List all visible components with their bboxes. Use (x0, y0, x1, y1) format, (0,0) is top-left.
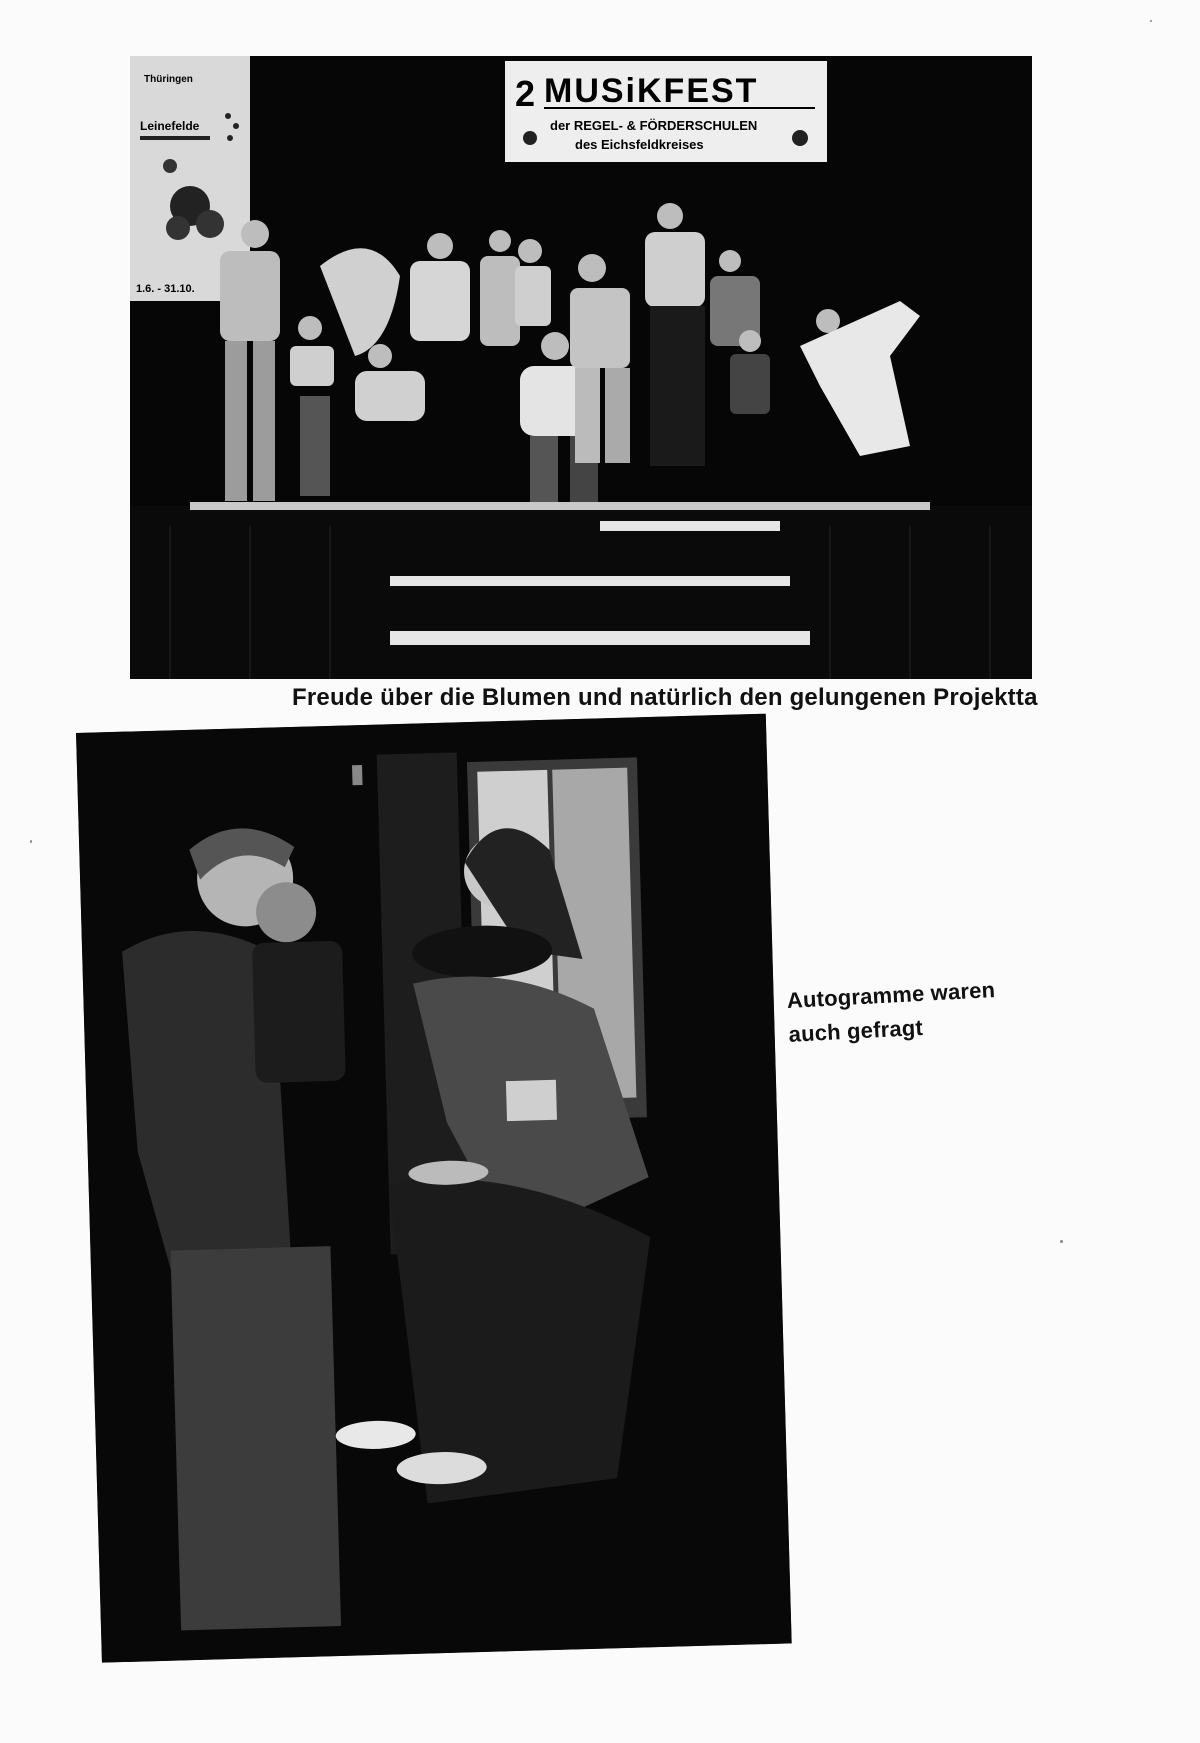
scan-speck (1150, 20, 1152, 22)
autograph-photo (76, 714, 792, 1663)
stage-steps (130, 502, 1032, 679)
stage-group-photo (130, 56, 1032, 679)
poster-region-text: Thüringen (144, 74, 193, 85)
banner-line2: der REGEL- & FÖRDERSCHULEN (550, 118, 758, 133)
banner-number: 2 (515, 73, 536, 114)
stage-scene (130, 56, 1032, 679)
banner-line3: des Eichsfeldkreises (575, 137, 704, 152)
autograph-scene (76, 714, 792, 1663)
side-caption-line1: Autogramme waren (786, 977, 996, 1013)
side-caption-line2: auch gefragt (787, 1014, 924, 1047)
poster-dates-text: 1.6. - 31.10. (136, 283, 195, 295)
top-photo-caption: Freude über die Blumen und natürlich den gelungenen Projektta (292, 684, 1038, 711)
poster-town-text: Leinefelde (140, 119, 200, 133)
scan-speck (30, 840, 32, 843)
side-caption (786, 973, 998, 1052)
scan-speck (1060, 1240, 1063, 1243)
banner-title: MUSiKFEST (544, 72, 759, 110)
musikfest-banner (505, 61, 827, 162)
